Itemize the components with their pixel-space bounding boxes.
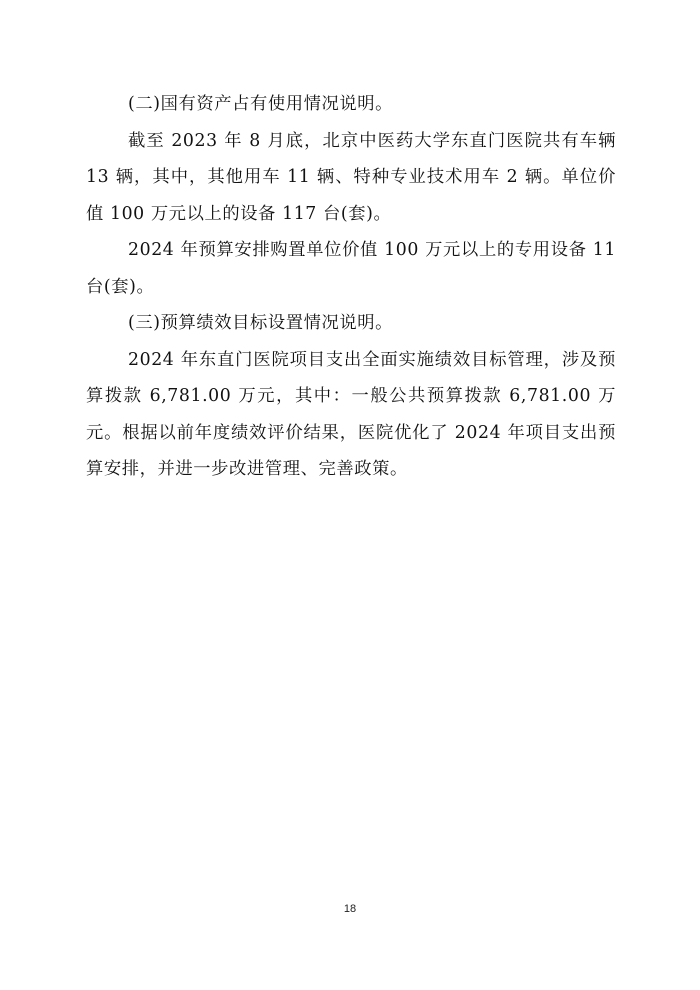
paragraph-vehicles-equipment: 截至 2023 年 8 月底，北京中医药大学东直门医院共有车辆 13 辆，其中，其他用车 11 辆、特种专业技术用车 2 辆。单位价值 100 万元以上的设备 117 台(套)。 — [86, 130, 616, 224]
section-heading-performance-goals: (三)预算绩效目标设置情况说明。 — [128, 313, 394, 333]
page-number: 18 — [343, 903, 357, 915]
paragraph-performance-management: 2024 年东直门医院项目支出全面实施绩效目标管理，涉及预算拨款 6,781.00 万元，其中：一般公共预算拨款 6,781.00 万元。根据以前年度绩效评价结果，医院优化了 2024 年项目支出预算安排，并进一步改进管理、完善政策。 — [86, 349, 616, 479]
section-heading-state-assets: (二)国有资产占有使用情况说明。 — [128, 94, 394, 114]
paragraph-equipment-purchase: 2024 年预算安排购置单位价值 100 万元以上的专用设备 11 台(套)。 — [86, 240, 616, 297]
document-body — [86, 86, 616, 488]
